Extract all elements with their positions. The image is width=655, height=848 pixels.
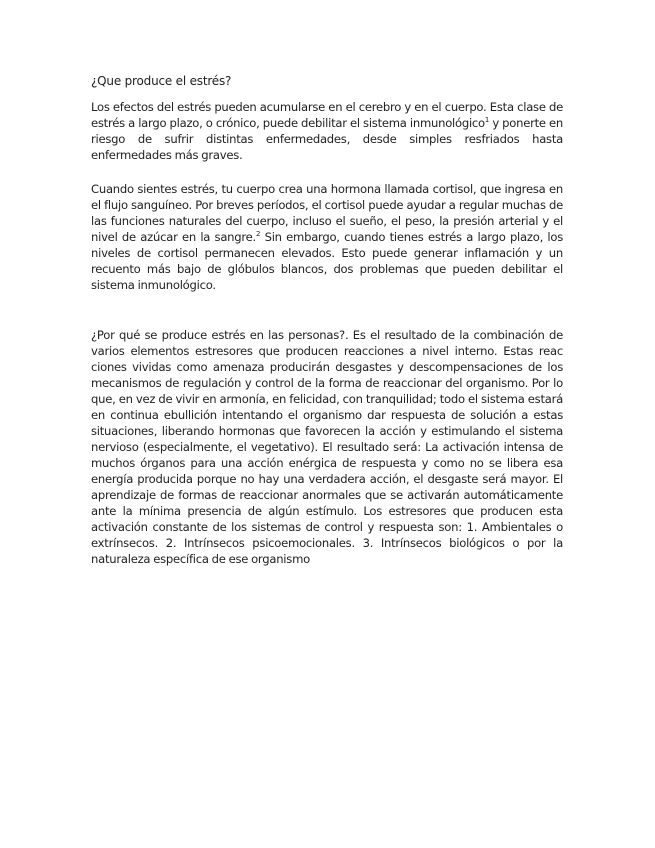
paragraph-text: Cuando sientes estrés, tu cuerpo crea una hormona llamada cortisol, que ingresa en el flujo sanguíneo. Por breves períodos, el cortisol puede ayudar a regular muchas de las funciones naturales del cuerpo, incluso el sueño, el peso, la presión arterial y el nivel de azúcar en la sangre.: [91, 182, 563, 244]
footnote-marker: 1: [484, 116, 490, 125]
paragraph-spacer: [91, 163, 563, 181]
paragraph-why-stress: ¿Por qué se produce estrés en las personas?. Es el resultado de la combinación de varios elementos estresores que producen reacciones a nivel interno. Estas reac ciones vividas como amenaza producirán desgastes y descompensaciones de los mecanismos de regulación y control de la forma de reaccionar del organismo. Por lo que, en vez de vivir en armonía, en felicidad, con tranquilidad; todo el sistema estará en continua ebullición intentando el organismo dar respuesta de solución a estas situaciones, liberando hormonas que favorecen la acción y estimulando el sistema nervioso (especialmente, el vegetativo). El resultado será: La activación intensa de muchos órganos para una acción enérgica de respuesta y como no se libera esa energía producida porque no hay una verdadera acción, el desgaste será mayor. El aprendizaje de formas de reaccionar anormales que se activarán automáticamente ante la mínima presencia de algún estímulo. Los estresores que producen esta activación constante de los sistemas de control y respuesta son: 1. Ambientales o extrínsecos. 2. Intrínsecos psicoemocionales. 3. Intrínsecos biológicos o por la naturaleza específica de ese organismo: [91, 328, 563, 566]
paragraph-spacer: [91, 293, 563, 327]
paragraph-text: y ponerte en riesgo de sufrir distintas enfermedades, desde simples resfriados hasta enfermedades más graves.: [91, 116, 564, 162]
document-page: [91, 73, 563, 567]
paragraph-text: Los efectos del estrés pueden acumularse en el cerebro y en el cuerpo. Esta clase de estrés a largo plazo, o crónico, puede debilitar el sistema inmunológico: [91, 100, 563, 130]
footnote-marker: 2: [255, 230, 261, 239]
paragraph-stress-effects: [91, 99, 563, 163]
paragraph-text: Sin embargo, cuando tienes estrés a largo plazo, los niveles de cortisol permanecen elevados. Esto puede generar inflamación y un recuento más bajo de glóbulos blancos, dos problemas que pueden debilitar el sistema inmunológico.: [91, 230, 563, 292]
paragraph-cortisol: [91, 181, 563, 293]
section-heading: ¿Que produce el estrés?: [91, 74, 232, 88]
